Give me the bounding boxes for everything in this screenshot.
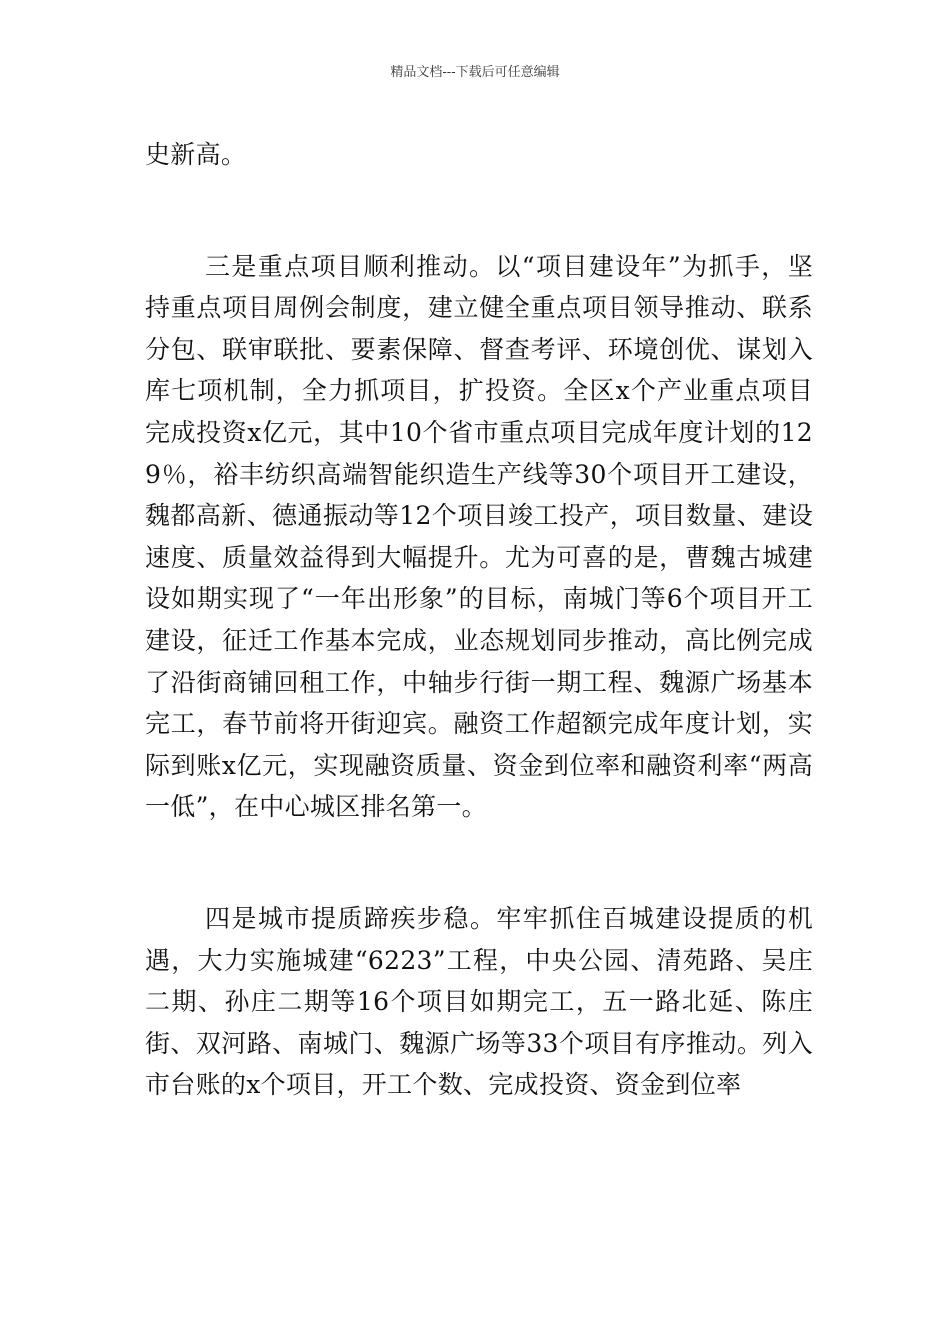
paragraph-key-projects: 三是重点项目顺利推动。以“项目建设年”为抓手，坚持重点项目周例会制度，建立健全重点项目领导推动、联系分包、联审联批、要素保障、督查考评、环境创优、谋划入库七项机制，全力抓项目，扩投资。全区x个产业重点项目完成投资x亿元，其中10个省市重点项目完成年度计划的129％，裕丰纺织高端智能织造生产线等30个项目开工建设，魏都高新、德通振动等12个项目竣工投产，项目数量、建设速度、质量效益得到大幅提升。尤为可喜的是，曹魏古城建设如期实现了“一年出形象”的目标，南城门等6个项目开工建设，征迁工作基本完成，业态规划同步推动，高比例完成了沿街商铺回租工作，中轴步行街一期工程、魏源广场基本完工，春节前将开街迎宾。融资工作超额完成年度计划，实际到账x亿元，实现融资质量、资金到位率和融资利率“两高一低”，在中心城区排名第一。 <box>145 251 813 822</box>
page-header: 精品文档---下载后可任意编辑 <box>390 65 560 80</box>
document-body <box>145 134 813 1106</box>
paragraph-continuation: 史新高。 <box>145 140 247 169</box>
paragraph-city-quality: 四是城市提质蹄疾步稳。牢牢抓住百城建设提质的机遇，大力实施城建“6223”工程，中央公园、清苑路、吴庄二期、孙庄二期等16个项目如期完工，五一路北延、陈庄街、双河路、南城门、魏源广场等33个项目有序推动。列入市台账的x个项目，开工个数、完成投资、资金到位率 <box>145 903 813 1100</box>
